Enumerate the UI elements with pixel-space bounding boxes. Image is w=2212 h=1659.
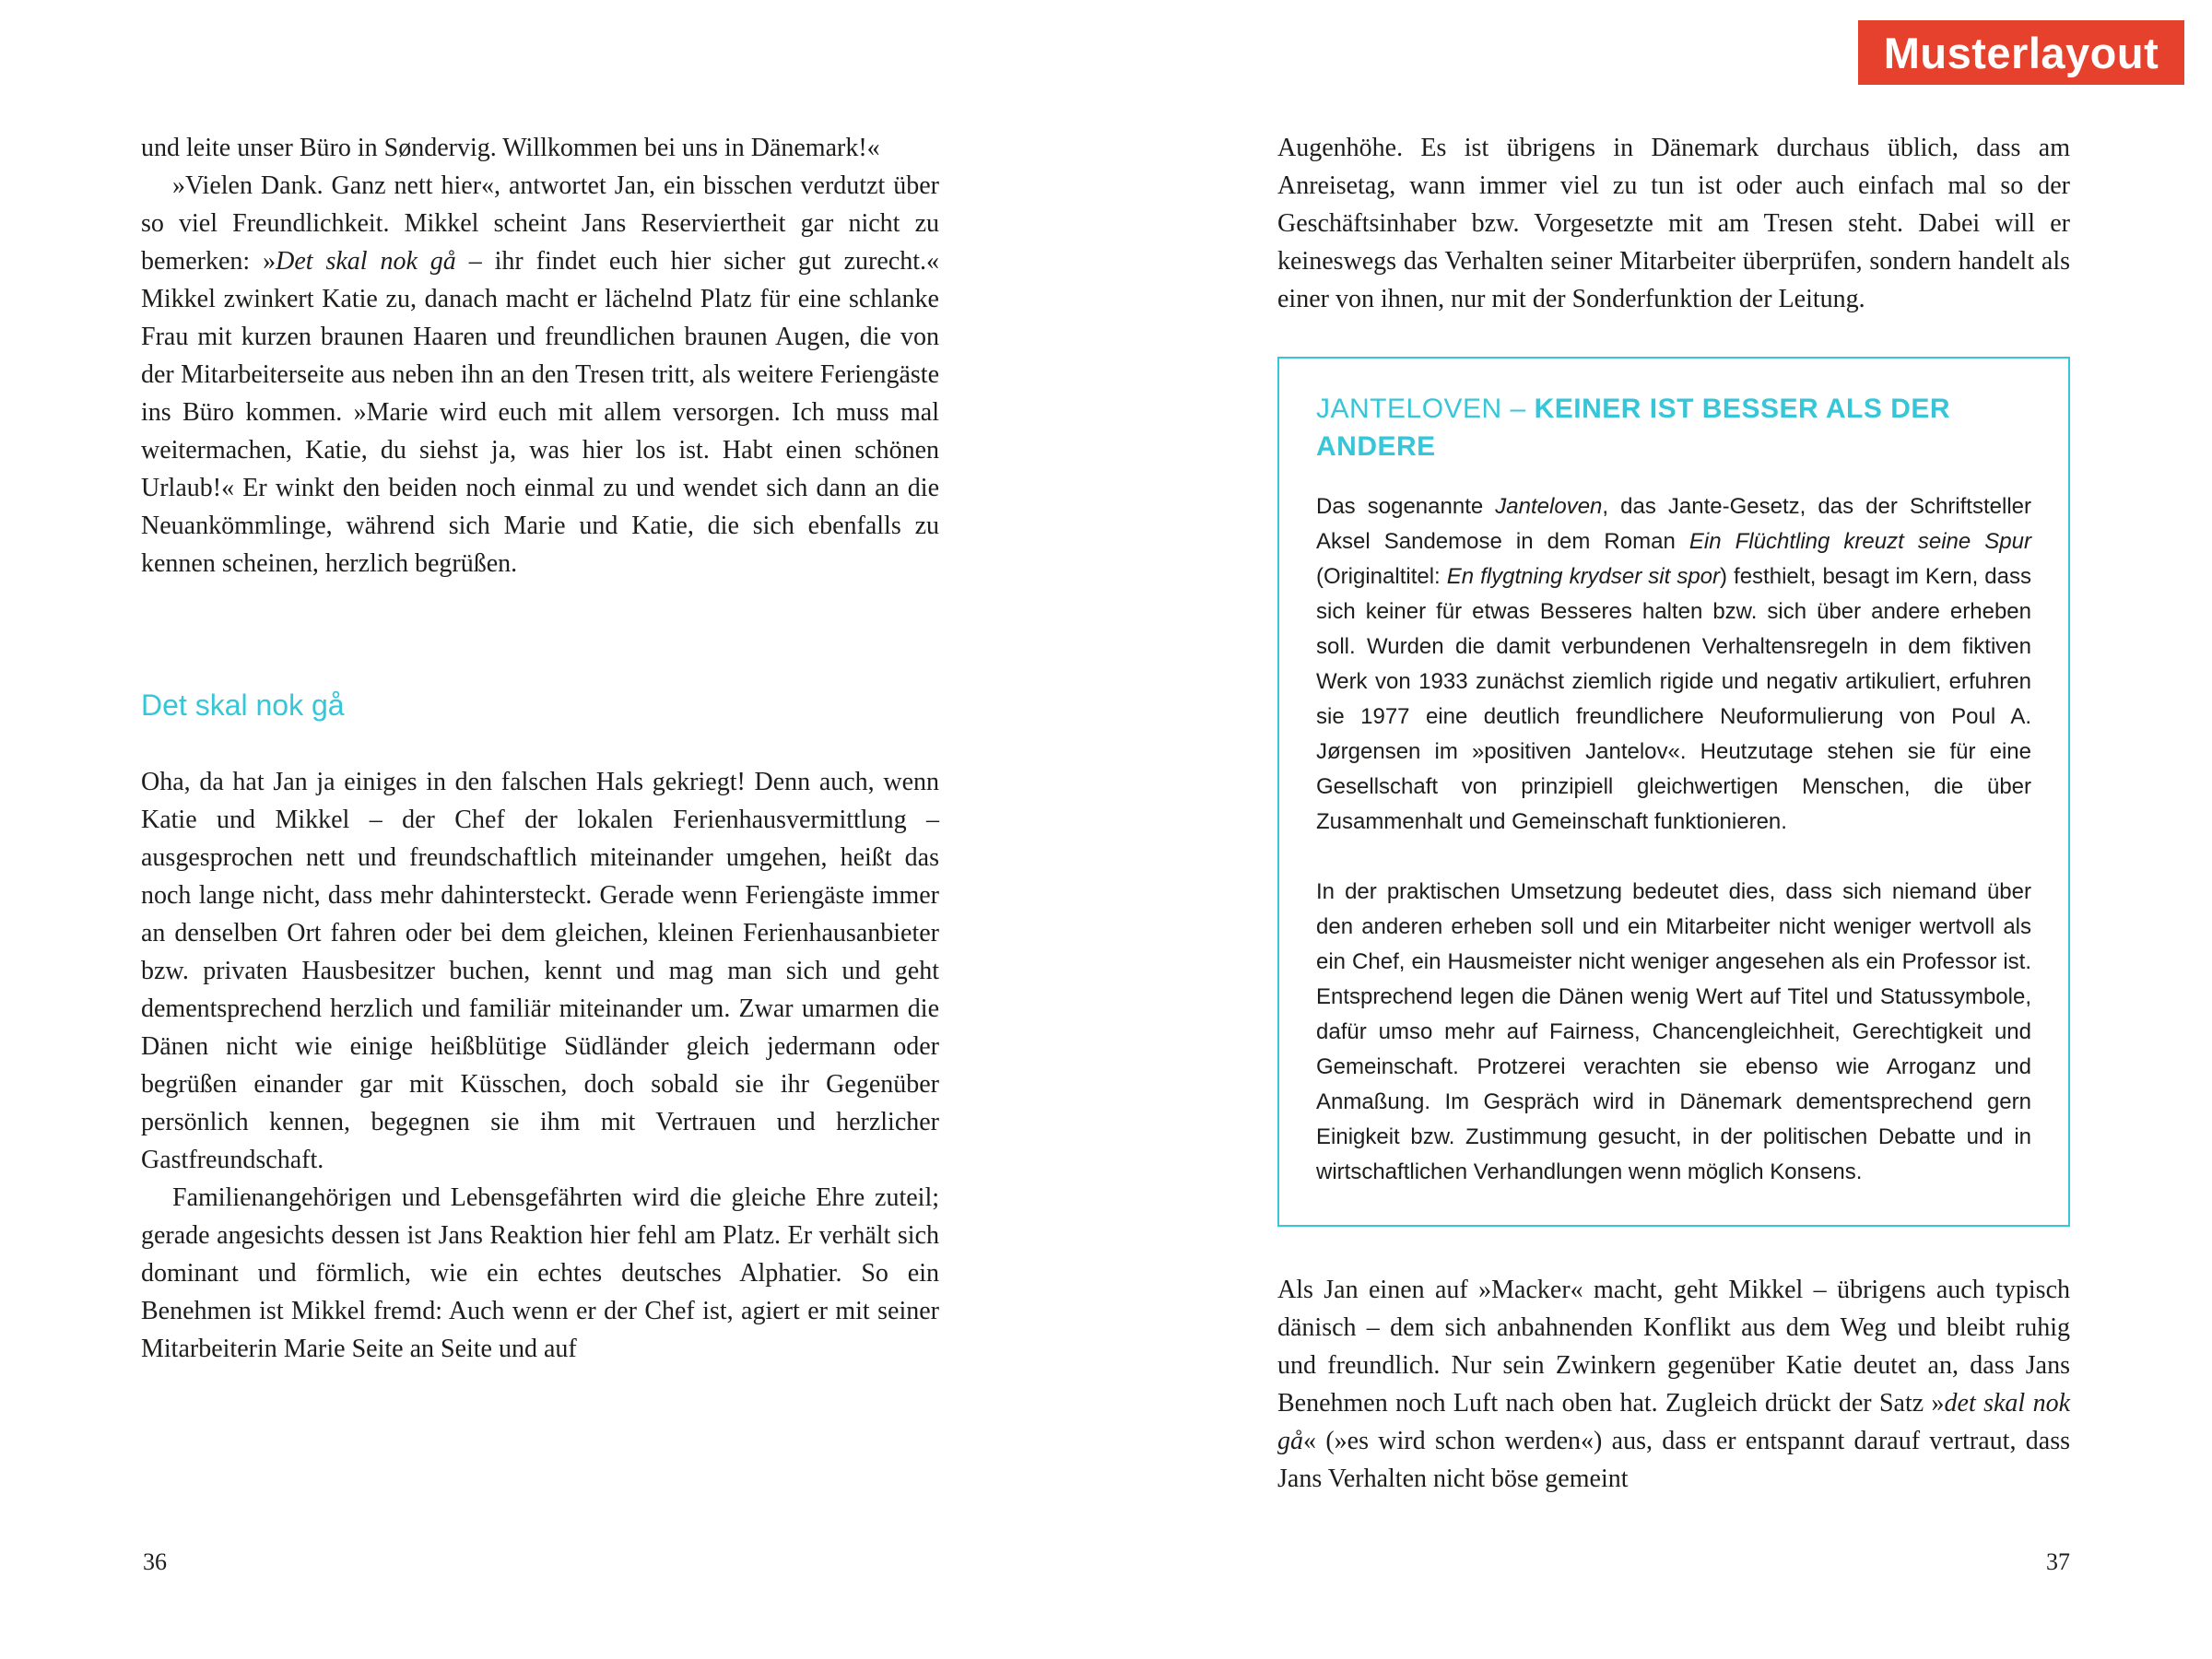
paragraph-continuation: Augenhöhe. Es ist übrigens in Dänemark durchaus üblich, dass am Anreisetag, wann immer viel zu tun ist oder auch einfach mal so der Geschäftsinhaber bzw. Vorgesetzte mit am Tresen steht. Dabei will er keineswegs das Verhalten seiner Mitarbeiter überprüfen, sondern handelt als einer von ihnen, nur mit der Sonderfunktion der Leitung. <box>1277 134 2070 313</box>
page-number-right: 37 <box>2046 1548 2070 1575</box>
info-box-title-subtitle: KEINER IST BESSER ALS DER ANDERE <box>1316 394 1951 462</box>
paragraph: »Vielen Dank. Ganz nett hier«, antwortet Jan, ein bisschen verdutzt über so viel Freundlichkeit. Mikkel scheint Jans Reserviertheit gar nicht zu bemerken: »Det skal nok gå – ihr findet euch hier sicher gut zurecht.« Mikkel zwinkert Katie zu, danach macht er lächelnd Platz für eine schlanke Frau mit kurzen braunen Haaren und freundlichen braunen Augen, die von der Mitarbeiterseite aus neben ihn an den Tresen tritt, als weitere Feriengäste ins Büro kommen. »Marie wird euch mit allem versorgen. Ich muss mal weitermachen, Katie, du siehst ja, was hier los ist. Habt einen schönen Urlaub!« Er winkt den beiden noch einmal zu und wendet sich dann an die Neuankömmlinge, während sich Marie und Katie, die sich ebenfalls zu kennen scheinen, herzlich begrüßen. <box>141 171 939 578</box>
info-box-paragraph: Das sogenannte Janteloven, das Jante-Gesetz, das der Schriftsteller Aksel Sandemose in dem Roman Ein Flüchtling kreuzt seine Spur (Originaltitel: En flygtning krydser sit spor) festhielt, besagt im Kern, dass sich keiner für etwas Besseres halten bzw. sich über andere erheben soll. Wurden die damit verbundenen Verhaltensregeln in dem fiktiven Werk von 1933 zunächst ziemlich rigide und negativ artikuliert, erfuhren sie 1977 eine deutlich freundlichere Neuformulierung von Poul A. Jørgensen im »positiven Jantelov«. Heutzutage stehen sie für eine Gesellschaft von prinzipiell gleichwertigen Menschen, die über Zusammenhalt und Gemeinschaft funktionieren. <box>1316 494 2032 834</box>
paragraph-continuation: und leite unser Büro in Søndervig. Willkommen bei uns in Dänemark!« <box>141 134 880 162</box>
musterlayout-banner <box>1858 20 2184 85</box>
info-box-title <box>1316 390 2031 465</box>
section-heading: Det skal nok gå <box>141 688 345 722</box>
page-left <box>141 129 939 1368</box>
paragraph: Oha, da hat Jan ja einiges in den falschen Hals gekriegt! Denn auch, wenn Katie und Mikkel – der Chef der lokalen Ferienhausvermittlung – ausgesprochen nett und freundschaftlich miteinander umgehen, heißt das noch lange nicht, dass mehr dahintersteckt. Gerade wenn Feriengäste immer an denselben Ort fahren oder bei dem gleichen, kleinen Ferienhausanbieter bzw. privaten Hausbesitzer buchen, kennt und mag man sich und geht dementsprechend herzlich und familiär miteinander um. Zwar umarmen die Dänen nicht wie einige heißblütige Südländer gleich jedermann oder begrüßen einander gar mit Küsschen, doch sobald sie ihr Gegenüber persönlich kennen, begegnen sie ihm mit Vertrauen und herzlicher Gastfreundschaft. <box>141 768 939 1174</box>
page-right <box>1277 129 2070 1498</box>
paragraph: Familienangehörigen und Lebensgefährten wird die gleiche Ehre zuteil; gerade angesichts dessen ist Jans Reaktion hier fehl am Platz. Er verhält sich dominant und förmlich, wie ein echtes deutsches Alphatier. So ein Benehmen ist Mikkel fremd: Auch wenn er der Chef ist, agiert er mit seiner Mitarbeiterin Marie Seite an Seite und auf <box>141 1183 939 1363</box>
janteloven-info-box <box>1277 357 2070 1227</box>
page-number-left: 36 <box>143 1548 167 1575</box>
info-box-title-keyword: JANTELOVEN – <box>1316 394 1535 424</box>
paragraph: Als Jan einen auf »Macker« macht, geht Mikkel – übrigens auch typisch dänisch – dem sich anbahnenden Konflikt aus dem Weg und bleibt ruhig und freundlich. Nur sein Zwinkern gegenüber Katie deutet an, dass Jans Benehmen noch Luft nach oben hat. Zugleich drückt der Satz »det skal nok gå« (»es wird schon werden«) aus, dass er entspannt darauf vertraut, dass Jans Verhalten nicht böse gemeint <box>1277 1276 2070 1493</box>
banner-label: Musterlayout <box>1883 28 2159 77</box>
info-box-paragraph: In der praktischen Umsetzung bedeutet dies, dass sich niemand über den anderen erheben soll und ein Mitarbeiter nicht weniger wertvoll als ein Chef, ein Hausmeister nicht weniger angesehen als ein Professor ist. Entsprechend legen die Dänen wenig Wert auf Titel und Statussymbole, dafür umso mehr auf Fairness, Chancengleichheit, Gerechtigkeit und Gemeinschaft. Protzerei verachten sie ebenso wie Arroganz und Anmaßung. Im Gespräch wird in Dänemark dementsprechend gern Einigkeit bzw. Zustimmung gesucht, in der politischen Debatte und in wirtschaftlichen Verhandlungen wenn möglich Konsens. <box>1316 879 2031 1184</box>
